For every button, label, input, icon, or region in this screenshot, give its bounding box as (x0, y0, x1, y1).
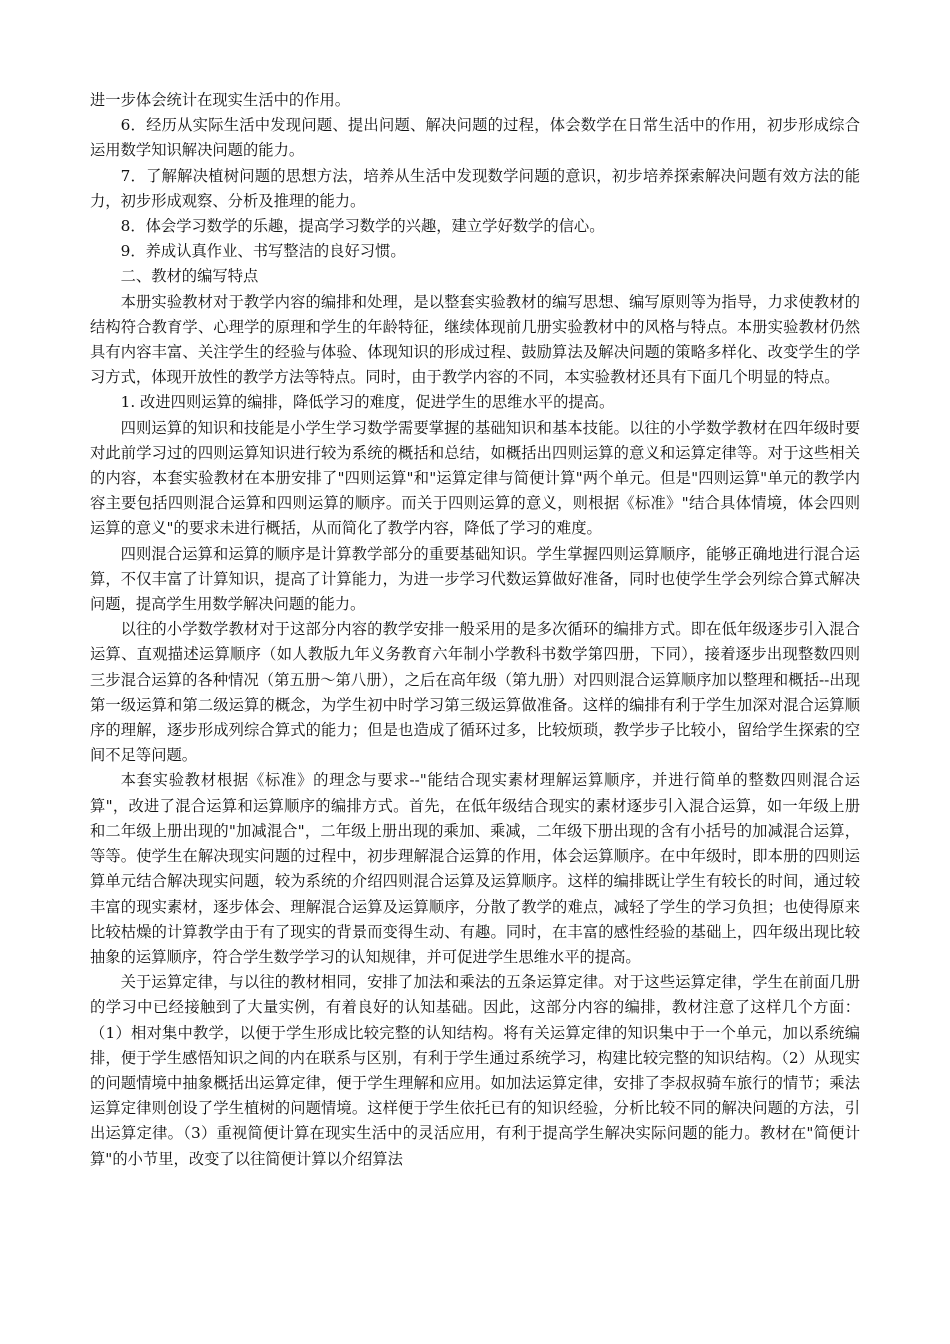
paragraph-intro: 本册实验教材对于教学内容的编排和处理，是以整套实验教材的编写思想、编写原则等为指导，力求使教材的结构符合教育学、心理学的原理和学生的年龄特征，继续体现前几册实验教材中的风格与特点。本册实验教材仍然具有内容丰富、关注学生的经验与体验、体现知识的形成过程、鼓励算法及解决问题的策略多样化、改变学生的学习方式，体现开放性的教学方法等特点。同时，由于教学内容的不同，本实验教材还具有下面几个明显的特点。 (90, 292, 860, 387)
objective-item-7: 7．了解解决植树问题的思想方法，培养从生活中发现数学问题的意识，初步培养探索解决问题有效方法的能力，初步形成观察、分析及推理的能力。 (90, 166, 860, 210)
paragraph-previous-textbooks: 以往的小学数学教材对于这部分内容的教学安排一般采用的是多次循环的编排方式。即在低年级逐步引入混合运算、直观描述运算顺序（如人教版九年义务教育六年制小学教科书数学第四册，下同），接着逐步出现整数四则三步混合运算的各种情况（第五册～第八册），之后在高年级（第九册）对四则混合运算顺序加以整理和概括--出现第一级运算和第二级运算的概念，为学生初中时学习第三级运算做准备。这样的编排有利于学生加深对混合运算顺序的理解，逐步形成列综合算式的能力；但是也造成了循环过多，比较烦琐，教学步子比较小，留给学生探索的空间不足等问题。 (90, 620, 860, 765)
objective-item-6: 6．经历从实际生活中发现问题、提出问题、解决问题的过程，体会数学在日常生活中的作用，初步形成综合运用数学知识解决问题的能力。 (90, 116, 860, 160)
section-heading: 二、教材的编写特点 (120, 267, 259, 286)
paragraph-continuation: 进一步体会统计在现实生活中的作用。 (90, 91, 351, 109)
objective-item-8: 8．体会学习数学的乐趣，提高学习数学的兴趣，建立学好数学的信心。 (120, 217, 605, 236)
objective-item-9: 9．养成认真作业、书写整洁的良好习惯。 (120, 242, 406, 261)
paragraph-mixed-operations: 四则混合运算和运算的顺序是计算教学部分的重要基础知识。学生掌握四则运算顺序，能够正确地进行混合运算，不仅丰富了计算知识，提高了计算能力，为进一步学习代数运算做好准备，同时也使学生学会列综合算式解决问题，提高学生用数学解决问题的能力。 (90, 544, 860, 614)
paragraph-experimental-textbook: 本套实验教材根据《标准》的理念与要求--"能结合现实素材理解运算顺序，并进行简单的整数四则混合运算"，改进了混合运算和运算顺序的编排方式。首先，在低年级结合现实的素材逐步引入混合运算，如一年级上册和二年级上册出现的"加减混合"，二年级上册出现的乘加、乘减，二年级下册出现的含有小括号的加减混合运算，等等。使学生在解决现实问题的过程中，初步理解混合运算的作用，体会运算顺序。在中年级时，即本册的四则运算单元结合解决现实问题，较为系统的介绍四则混合运算及运算顺序。这样的编排既让学生有较长的时间，通过较丰富的现实素材，逐步体会、理解混合运算及运算顺序，分散了教学的难点，减轻了学生的学习负担；也使得原来比较枯燥的计算教学由于有了现实的背景而变得生动、有趣。同时，在丰富的感性经验的基础上，四年级出现比较抽象的运算顺序，符合学生数学学习的认知规律，并可促进学生思维水平的提高。 (90, 771, 860, 966)
document-page (90, 88, 860, 1172)
paragraph-four-operations: 四则运算的知识和技能是小学生学习数学需要掌握的基础知识和基本技能。以往的小学数学教材在四年级时要对此前学习过的四则运算知识进行较为系统的概括和总结，如概括出四则运算的意义和运算定律等。对于这些相关的内容，本套实验教材在本册安排了"四则运算"和"运算定律与简便计算"两个单元。但是"四则运算"单元的教学内容主要包括四则混合运算和四则运算的顺序。而关于四则运算的意义，则根据《标准》"结合具体情境，体会四则运算的意义"的要求未进行概括，从而简化了教学内容，降低了学习的难度。 (90, 418, 860, 538)
feature-heading-1: 1. 改进四则运算的编排，降低学习的难度，促进学生的思维水平的提高。 (120, 393, 615, 412)
paragraph-operation-laws: 关于运算定律，与以往的教材相同，安排了加法和乘法的五条运算定律。对于这些运算定律，学生在前面几册的学习中已经接触到了大量实例，有着良好的认知基础。因此，这部分内容的编排，教材注意了这样几个方面：（1）相对集中教学，以便于学生形成比较完整的认知结构。将有关运算定律的知识集中于一个单元，加以系统编排，便于学生感悟知识之间的内在联系与区别，有利于学生通过系统学习，构建比较完整的知识结构。（2）从现实的问题情境中抽象概括出运算定律，便于学生理解和应用。如加法运算定律，安排了李叔叔骑车旅行的情节；乘法运算定律则创设了学生植树的问题情境。这样便于学生依托已有的知识经验，分析比较不同的解决问题的方法，引出运算定律。（3）重视简便计算在现实生活中的灵活应用，有利于提高学生解决实际问题的能力。教材在"简便计算"的小节里，改变了以往简便计算以介绍算法 (90, 973, 860, 1168)
